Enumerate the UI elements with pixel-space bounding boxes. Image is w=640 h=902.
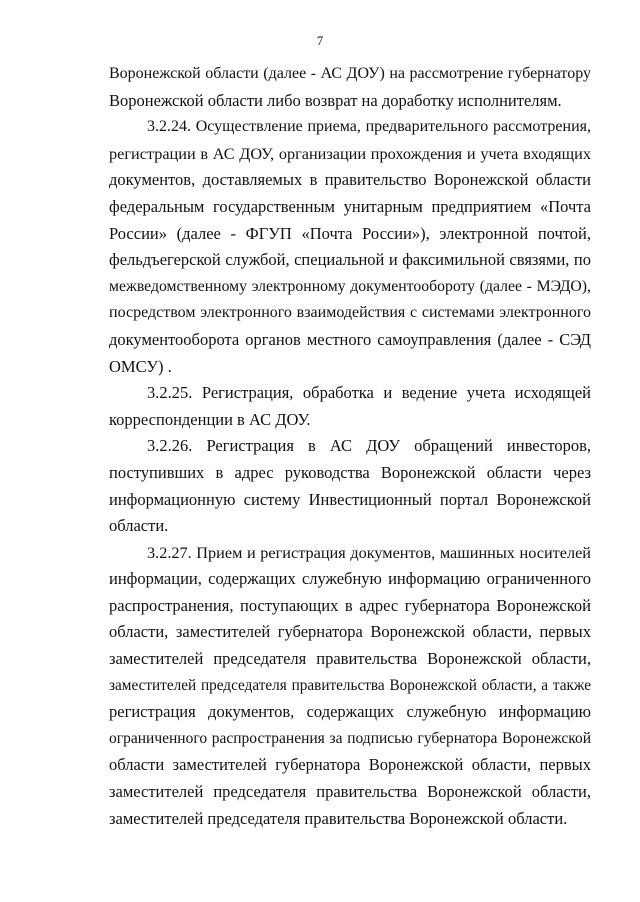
text-line: заместителей председателя правительства Воронежской области, [109,649,591,669]
text-line: области заместителей губернатора Воронежской области, первых [109,755,591,775]
text-line: документооборота органов местного самоуправления (далее - СЭД [109,329,591,349]
text-line: посредством электронного взаимодействия с системами электронного [109,304,591,322]
paragraph-continuation [109,61,591,114]
text-line: заместителей председателя правительства Воронежской области, а также [109,676,591,694]
text-line: регистрации в АС ДОУ, организации прохождения и учета входящих [109,144,591,163]
text-line: фельдъегерской службой, специальной и факсимильной связями, по [109,250,591,270]
page-number: 7 [316,33,324,48]
text-line: Воронежской области (далее - АС ДОУ) на рассмотрение губернатору [109,65,591,82]
text-line: федеральным государственным унитарным предприятием «Почта [109,196,591,216]
text-line: информации, содержащих служебную информацию ограниченного [109,569,591,589]
paragraph-3-2-27 [109,540,591,833]
text-line: заместителей председателя правительства Воронежской области. [109,808,568,828]
text-line: корреспонденции в АС ДОУ. [109,409,311,429]
text-line: документов, доставляемых в правительство Воронежской области [109,170,591,190]
text-line: регистрация документов, содержащих служебную информацию [109,702,591,722]
paragraph-3-2-24 [109,114,591,380]
document-body [109,61,591,832]
text-line: области. [109,516,169,536]
text-line: ограниченного распространения за подписью губернатора Воронежской [109,729,591,747]
text-line: 3.2.25. Регистрация, обработка и ведение учета исходящей [147,383,591,403]
text-line: ОМСУ) . [109,356,172,376]
text-line: заместителей председателя правительства Воронежской области, [109,782,591,802]
paragraph-3-2-25 [109,380,591,433]
text-line: поступивших в адрес руководства Воронежской области через [109,462,591,482]
text-line: 3.2.24. Осуществление приема, предварительного рассмотрения, [147,118,591,136]
text-line: 3.2.27. Прием и регистрация документов, машинных носителей [147,543,591,562]
text-line: России» (далее - ФГУП «Почта России»), электронной почтой, [109,223,591,243]
text-line: 3.2.26. Регистрация в АС ДОУ обращений инвесторов, [147,436,591,456]
text-line: Воронежской области либо возврат на доработку исполнителям. [109,90,562,110]
text-line: информационную систему Инвестиционный портал Воронежской [109,489,591,509]
paragraph-3-2-26 [109,433,591,539]
text-line: распространения, поступающих в адрес губернатора Воронежской [109,595,591,615]
text-line: межведомственному электронному документообороту (далее - МЭДО), [109,277,591,295]
text-line: области, заместителей губернатора Воронежской области, первых [109,622,591,642]
